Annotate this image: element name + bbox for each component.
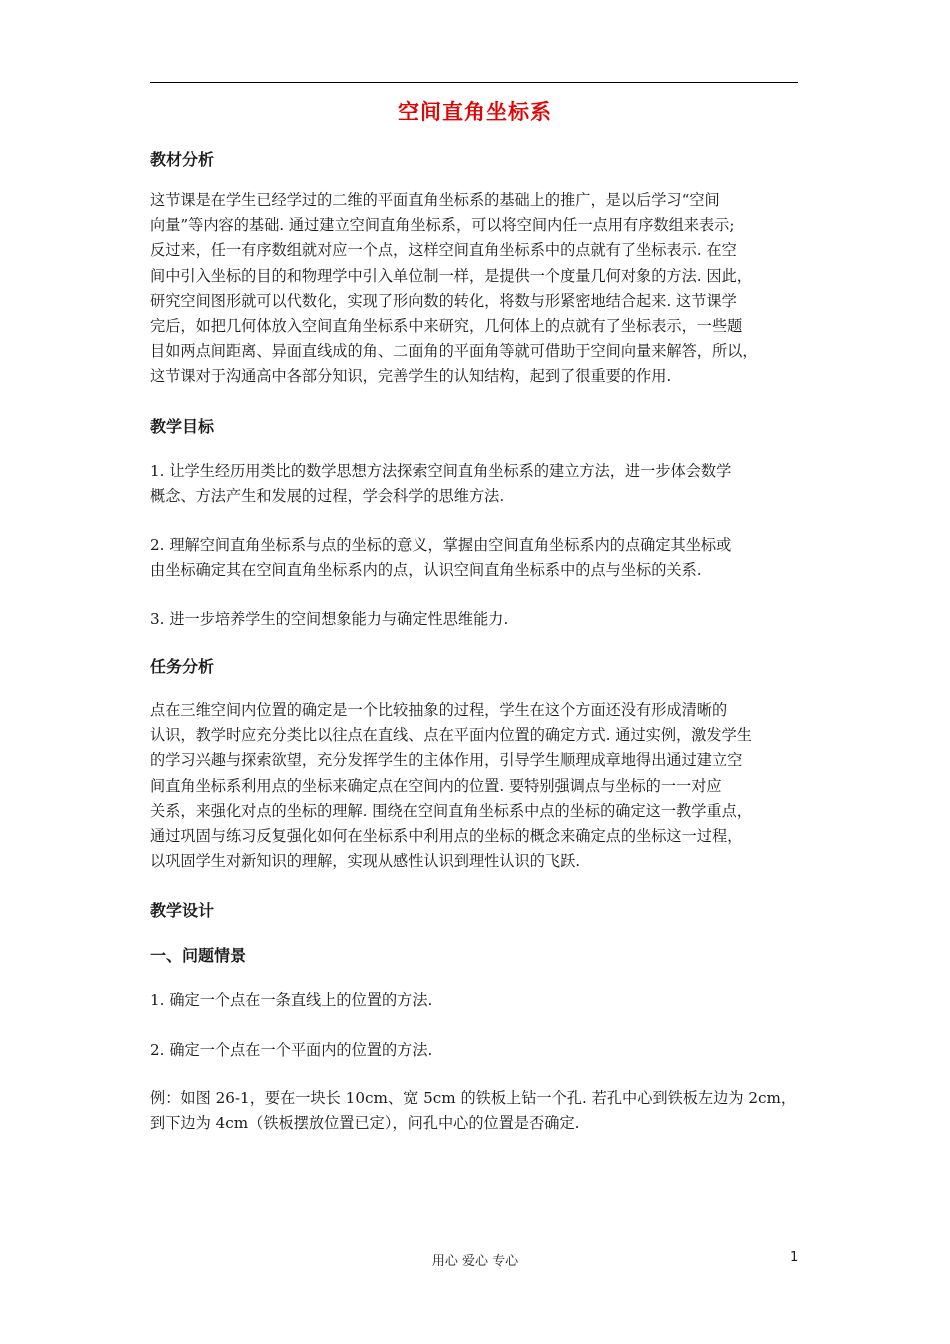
list-item-goal-1 — [150, 459, 800, 509]
page-title: 空间直角坐标系 — [398, 100, 552, 124]
section-heading-analysis: 教材分析 — [150, 150, 215, 169]
list-item-goal-3 — [150, 607, 800, 632]
list-item-design-1 — [150, 988, 800, 1013]
text-line: 2. 理解空间直角坐标系与点的坐标的意义，掌握由空间直角坐标系内的点确定其坐标或 — [150, 536, 732, 554]
text-line: 向量”等内容的基础. 通过建立空间直角坐标系，可以将空间内任一点用有序数组来表示; — [150, 216, 735, 235]
section-heading-task: 任务分析 — [150, 657, 215, 676]
text-line: 关系，来强化对点的坐标的理解. 围绕在空间直角坐标系中点的坐标的确定这一教学重点， — [150, 801, 752, 820]
text-line: 的学习兴趣与探索欲望，充分发挥学生的主体作用，引导学生顺理成章地得出通过建立空 — [150, 751, 743, 770]
footer-motto: 用心 爱心 专心 — [431, 1254, 519, 1269]
text-line: 点在三维空间内位置的确定是一个比较抽象的过程，学生在这个方面还没有形成清晰的 — [150, 701, 728, 719]
text-line: 研究空间图形就可以代数化，实现了形向数的转化，将数与形紧密地结合起来. 这节课学 — [150, 291, 737, 310]
text-line: 反过来，任一有序数组就对应一个点，这样空间直角坐标系中的点就有了坐标表示. 在空 — [150, 241, 737, 260]
text-line: 间直角坐标系利用点的坐标来确定点在空间内的位置. 要特别强调点与坐标的一一对应 — [150, 776, 722, 795]
text-line: 3. 进一步培养学生的空间想象能力与确定性思维能力. — [150, 610, 509, 628]
text-line: 完后，如把几何体放入空间直角坐标系中来研究，几何体上的点就有了坐标表示，一些题 — [150, 317, 743, 336]
example-paragraph — [150, 1086, 800, 1136]
page-number: 1 — [790, 1250, 799, 1265]
text-line: 概念、方法产生和发展的过程，学会科学的思维方法. — [150, 487, 505, 506]
text-line: 间中引入坐标的目的和物理学中引入单位制一样，是提供一个度量几何对象的方法. 因此， — [150, 266, 752, 285]
paragraph-analysis — [150, 188, 800, 390]
text-line: 2. 确定一个点在一个平面内的位置的方法. — [150, 1041, 433, 1059]
text-line: 到下边为 4cm（铁板摆放位置已定），问孔中心的位置是否确定. — [150, 1114, 580, 1133]
text-line: 这节课是在学生已经学过的二维的平面直角坐标系的基础上的推广，是以后学习“空间 — [150, 191, 720, 209]
text-line: 以巩固学生对新知识的理解，实现从感性认识到理性认识的飞跃. — [150, 852, 581, 871]
sub-heading-problem-situation: 一、问题情景 — [150, 946, 247, 965]
text-line: 通过巩固与练习反复强化如何在坐标系中利用点的坐标的概念来确定点的坐标这一过程， — [150, 827, 743, 846]
text-line: 1. 让学生经历用类比的数学思想方法探索空间直角坐标系的建立方法，进一步体会数学 — [150, 462, 732, 480]
list-item-design-2 — [150, 1038, 800, 1063]
text-line: 这节课对于沟通高中各部分知识，完善学生的认知结构，起到了很重要的作用. — [150, 367, 672, 386]
text-line: 目如两点间距离、异面直线成的角、二面角的平面角等就可借助于空间向量来解答，所以， — [150, 342, 758, 361]
paragraph-task — [150, 698, 800, 874]
section-heading-design: 教学设计 — [150, 901, 215, 920]
header-rule — [150, 82, 798, 83]
section-heading-goals: 教学目标 — [150, 417, 215, 436]
text-line: 1. 确定一个点在一条直线上的位置的方法. — [150, 991, 433, 1009]
text-line: 由坐标确定其在空间直角坐标系内的点，认识空间直角坐标系中的点与坐标的关系. — [150, 561, 702, 580]
text-line: 例：如图 26-1，要在一块长 10cm、宽 5cm 的铁板上钻一个孔. 若孔中心到铁板左边为 2cm， — [150, 1089, 797, 1107]
text-line: 认识，教学时应充分类比以往点在直线、点在平面内位置的确定方式. 通过实例，激发学生 — [150, 726, 752, 745]
list-item-goal-2 — [150, 533, 800, 583]
